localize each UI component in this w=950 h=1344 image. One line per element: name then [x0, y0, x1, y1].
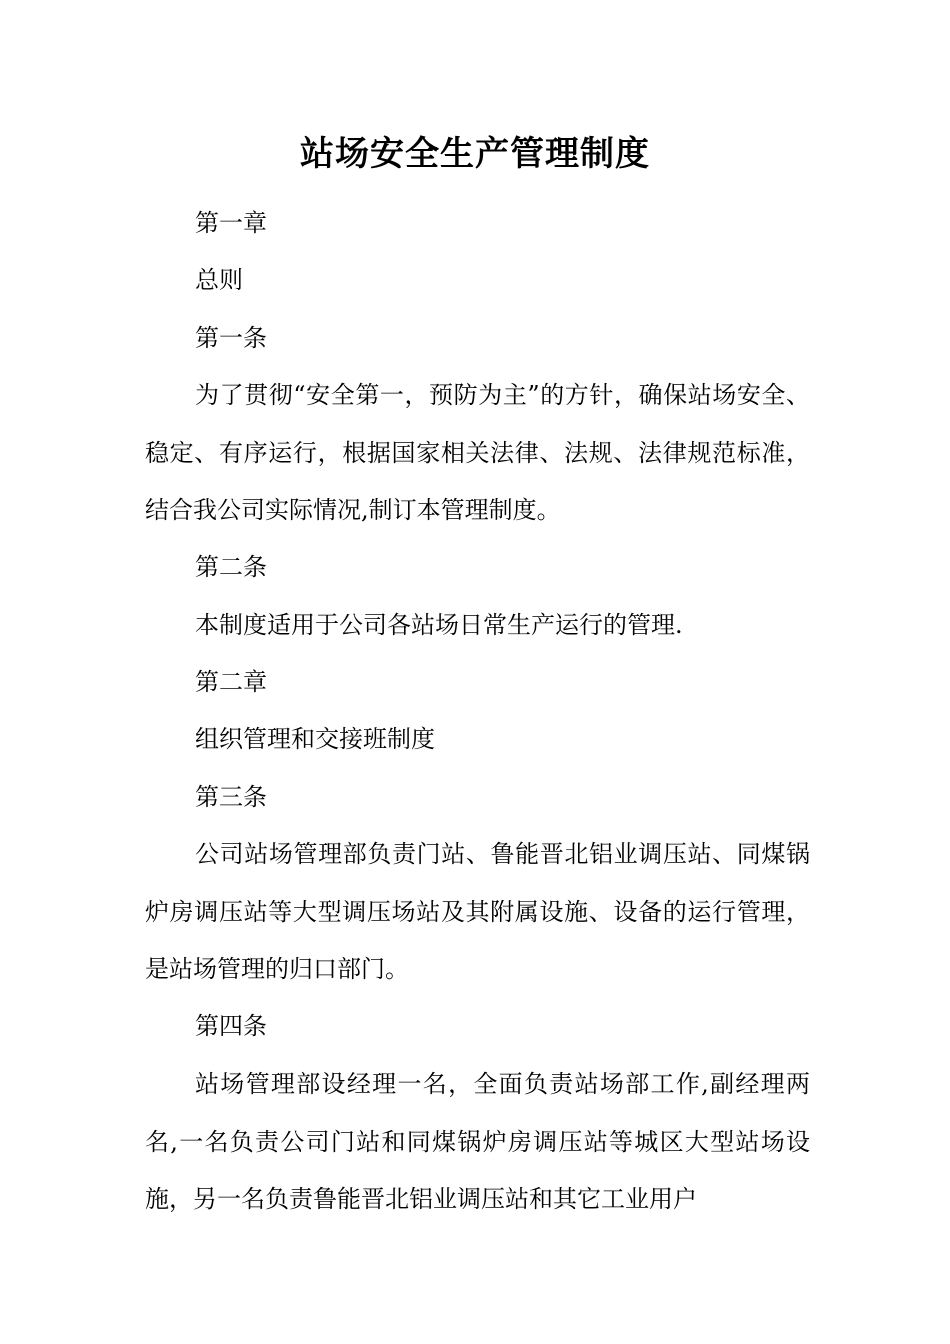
document-title: 站场安全生产管理制度 — [300, 134, 650, 174]
chapter-2-heading: 第二章 — [195, 668, 267, 696]
article-4-text: 站场管理部设经理一名，全面负责站场部工作,副经理两名,一名负责公司门站和同煤锅炉房调压站等城区大型站场设施，另一名负责鲁能晋北铝业调压站和其它工业用户 — [145, 1070, 810, 1213]
article-3-heading: 第三条 — [195, 783, 267, 811]
article-2-text: 本制度适用于公司各站场日常生产运行的管理. — [195, 611, 683, 639]
article-4-heading: 第四条 — [195, 1012, 267, 1040]
chapter-1-heading: 第一章 — [195, 209, 267, 237]
article-2-heading: 第二条 — [195, 553, 267, 581]
chapter-1-title: 总则 — [195, 266, 243, 294]
chapter-2-title: 组织管理和交接班制度 — [195, 725, 435, 753]
article-1-heading: 第一条 — [195, 324, 267, 352]
article-3-text: 公司站场管理部负责门站、鲁能晋北铝业调压站、同煤锅炉房调压站等大型调压场站及其附属设施、设备的运行管理，是站场管理的归口部门。 — [145, 840, 810, 983]
article-1-text: 为了贯彻“安全第一，预防为主”的方针，确保站场安全、稳定、有序运行，根据国家相关法律、法规、法律规范标准，结合我公司实际情况,制订本管理制度。 — [145, 381, 810, 524]
